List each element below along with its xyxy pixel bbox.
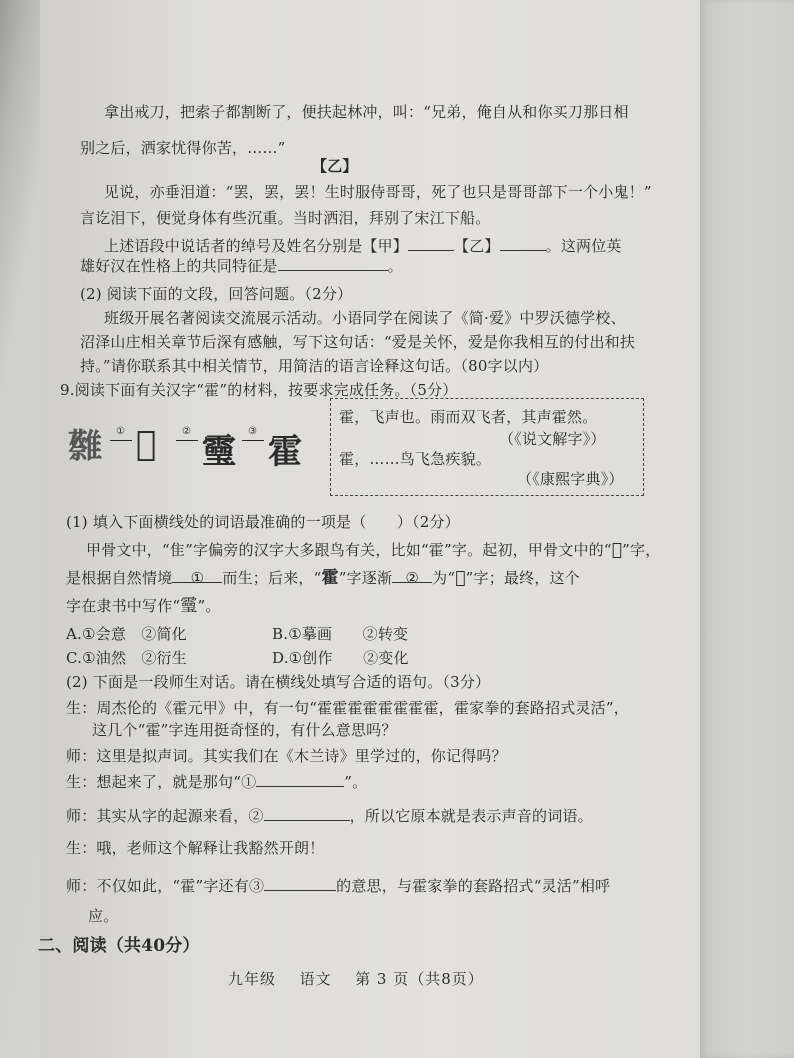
answer-blank-dialogue-1[interactable] bbox=[256, 772, 344, 787]
material-box bbox=[330, 398, 644, 496]
dialogue-text: 生：想起来了，就是那句“① bbox=[66, 773, 257, 791]
text-line: 班级开展名著阅读交流展示活动。小语同学在阅读了《简·爱》中罗沃德学校、 bbox=[104, 309, 626, 327]
question-line-trait bbox=[80, 256, 403, 276]
arrow-line bbox=[110, 440, 132, 441]
text-line: 沼泽山庄相关章节后深有感触，写下这句话：“爱是关怀，爱是你我相互的付出和扶 bbox=[80, 333, 636, 351]
footer-subject: 语文 bbox=[299, 970, 332, 988]
answer-blank-yi[interactable] bbox=[500, 236, 546, 251]
question-text: 上述语段中说话者的绰号及姓名分别是【甲】 bbox=[104, 237, 409, 255]
question-text: ”字；最终，这个 bbox=[465, 569, 580, 587]
glyph-oracle: 𩁞 bbox=[68, 427, 102, 467]
dialogue-text: 师：其实从字的起源来看，② bbox=[66, 807, 264, 825]
dialogue-text: ，所以它原本就是表示声音的词语。 bbox=[349, 807, 593, 825]
answer-blank-dialogue-3[interactable] bbox=[264, 876, 336, 891]
step-label: ③ bbox=[248, 426, 257, 437]
step-label: ② bbox=[182, 426, 191, 437]
question-text: 雄好汉在性格上的共同特征是 bbox=[80, 257, 278, 275]
footer-page-number: 第 3 页（共8页） bbox=[355, 970, 484, 988]
text-line bbox=[66, 568, 580, 588]
punct: 。 bbox=[387, 257, 403, 275]
question-text: 字在隶书中写作“ bbox=[66, 597, 181, 615]
glyph-regular: 霍 bbox=[268, 432, 302, 472]
dialogue-text: ”。 bbox=[344, 773, 368, 791]
step-label: ① bbox=[116, 426, 125, 437]
option-d[interactable]: D.①创作 ②变化 bbox=[272, 649, 409, 667]
section-marker-yi: 【乙】 bbox=[312, 157, 358, 175]
question-text: 【乙】 bbox=[454, 237, 500, 255]
glyph-inline-seal: 𩆜 bbox=[180, 596, 198, 616]
answer-blank-2[interactable]: ② bbox=[392, 568, 432, 583]
glyph-bronze: 𩆌 bbox=[136, 424, 157, 464]
arrow-line bbox=[242, 440, 264, 441]
character-evolution bbox=[68, 418, 308, 474]
glyph-seal: 𩆜 bbox=[202, 432, 236, 472]
dialogue-teacher bbox=[66, 806, 593, 826]
question-line-nicknames bbox=[104, 236, 622, 256]
option-b[interactable]: B.①摹画 ②转变 bbox=[272, 625, 409, 643]
answer-blank-dialogue-2[interactable] bbox=[264, 806, 350, 821]
dialogue-student: 这几个“霍”字连用挺奇怪的，有什么意思吗？ bbox=[92, 721, 397, 739]
dialogue-student bbox=[66, 772, 367, 792]
text-line: 言讫泪下，便觉身体有些沉重。当时洒泪，拜别了宋江下船。 bbox=[80, 209, 491, 227]
text-line bbox=[66, 596, 221, 616]
question-text: 甲骨文中，“隹”字偏旁的汉字大多跟鸟有关，比如“霍”字。起初，甲骨文中的“ bbox=[86, 541, 612, 559]
dialogue-teacher: 师：这里是拟声词。其实我们在《木兰诗》里学过的，你记得吗？ bbox=[66, 747, 507, 765]
question-heading: (2) 阅读下面的文段，回答问题。（2分） bbox=[80, 285, 353, 303]
dialogue-text: 的意思，与霍家拳的套路招式“灵活”相呼 bbox=[336, 877, 611, 895]
glyph-inline-regular: 霍 bbox=[321, 568, 339, 588]
sub-question-1: (1) 填入下面横线处的词语最准确的一项是（ ）（2分） bbox=[66, 513, 460, 531]
dialogue-teacher bbox=[66, 876, 610, 896]
answer-blank-1[interactable]: ① bbox=[172, 568, 222, 583]
footer-grade: 九年级 bbox=[228, 970, 277, 988]
text-line: 见说，亦垂泪道：“罢，罢，罢！生时服侍哥哥，死了也只是哥哥部下一个小鬼！” bbox=[104, 183, 652, 201]
dialogue-student: 生：周杰伦的《霍元甲》中，有一句“霍霍霍霍霍霍霍霍，霍家拳的套路招式灵活”， bbox=[66, 699, 629, 717]
dialogue-student: 生：哦，老师这个解释让我豁然开朗！ bbox=[66, 839, 325, 857]
question-text: 而生；后来，“ bbox=[222, 569, 322, 587]
sub-question-2: (2) 下面是一段师生对话。请在横线处填写合适的语句。（3分） bbox=[66, 673, 491, 691]
question-text: ”字， bbox=[622, 541, 661, 559]
glyph-inline-bronze: 𩆌 bbox=[455, 568, 466, 588]
dialogue-teacher: 应。 bbox=[88, 907, 119, 925]
question-text: 。这两位英 bbox=[545, 237, 622, 255]
question-text: 是根据自然情境 bbox=[66, 569, 173, 587]
answer-blank-trait[interactable] bbox=[278, 256, 388, 271]
answer-blank-jia[interactable] bbox=[408, 236, 454, 251]
text-line: 拿出戒刀，把索子都割断了，便扶起林冲，叫：“兄弟，俺自从和你买刀那日相 bbox=[104, 103, 629, 121]
text-line bbox=[86, 540, 660, 560]
source-kangxi: （《康熙字典》） bbox=[517, 470, 624, 488]
option-a[interactable]: A.①会意 ②简化 bbox=[66, 625, 187, 643]
question-9-heading: 9.阅读下面有关汉字“霍”的材料，按要求完成任务。（5分） bbox=[60, 381, 458, 399]
text-line: 别之后，洒家忧得你苦，……” bbox=[80, 139, 286, 157]
glyph-inline-bronze: 𩆌 bbox=[611, 540, 623, 560]
option-c[interactable]: C.①油然 ②衍生 bbox=[66, 649, 187, 667]
footer bbox=[228, 968, 484, 989]
quote-shuowen: 霍，飞声也。雨而双飞者，其声霍然。 bbox=[339, 408, 598, 426]
arrow-line bbox=[176, 440, 198, 441]
quote-kangxi: 霍，……鸟飞急疾貌。 bbox=[339, 450, 492, 468]
section-heading-reading: 二、阅读（共40分） bbox=[38, 936, 200, 956]
question-text: ”字逐渐 bbox=[338, 569, 393, 587]
question-text: ”。 bbox=[197, 597, 221, 615]
source-shuowen: （《说文解字》） bbox=[499, 430, 606, 448]
question-text: 为“ bbox=[432, 569, 456, 587]
dialogue-text: 师：不仅如此，“霍”字还有③ bbox=[66, 877, 265, 895]
text-line: 持。”请你联系其中相关情节，用简洁的语言诠释这句话。（80字以内） bbox=[80, 357, 549, 375]
